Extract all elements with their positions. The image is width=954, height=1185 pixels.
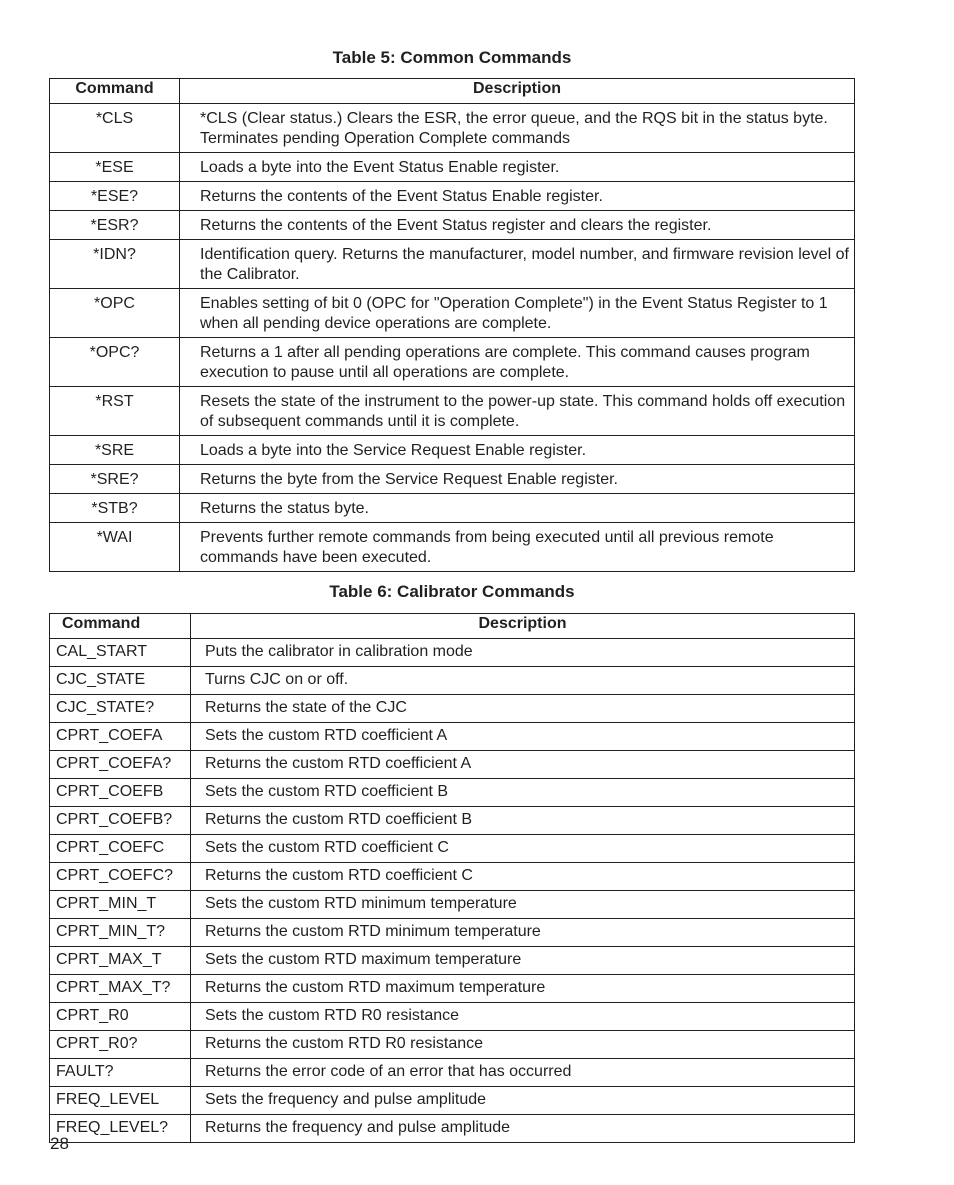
command-cell: CAL_START — [50, 639, 191, 667]
description-cell: Sets the custom RTD R0 resistance — [191, 1003, 855, 1031]
command-cell: *STB? — [50, 494, 180, 523]
command-cell: CJC_STATE? — [50, 695, 191, 723]
description-cell: Sets the custom RTD maximum temperature — [191, 947, 855, 975]
command-cell: CPRT_COEFA? — [50, 751, 191, 779]
description-cell: Sets the custom RTD coefficient C — [191, 835, 855, 863]
description-cell: Returns the custom RTD maximum temperature — [191, 975, 855, 1003]
command-cell: *OPC — [50, 289, 180, 338]
description-cell: Enables setting of bit 0 (OPC for "Operation Complete") in the Event Status Register to 1 when all pending device operations are complete. — [180, 289, 855, 338]
command-cell: *CLS — [50, 104, 180, 153]
description-cell: Returns the custom RTD coefficient B — [191, 807, 855, 835]
table-row — [50, 639, 855, 667]
table-row — [50, 807, 855, 835]
table-row — [50, 1087, 855, 1115]
command-cell: CPRT_R0 — [50, 1003, 191, 1031]
command-column-header: Command — [50, 79, 180, 104]
table-row — [50, 975, 855, 1003]
description-cell: *CLS (Clear status.) Clears the ESR, the error queue, and the RQS bit in the status byte. Terminates pending Operation Complete commands — [180, 104, 855, 153]
command-cell: CPRT_COEFC? — [50, 863, 191, 891]
common-commands-table — [49, 78, 855, 572]
command-cell: CPRT_MIN_T — [50, 891, 191, 919]
table-row — [50, 1031, 855, 1059]
description-cell: Returns the error code of an error that has occurred — [191, 1059, 855, 1087]
description-cell: Sets the custom RTD coefficient A — [191, 723, 855, 751]
command-cell: *ESE — [50, 153, 180, 182]
description-cell: Returns the status byte. — [180, 494, 855, 523]
command-cell: CJC_STATE — [50, 667, 191, 695]
table-row — [50, 1059, 855, 1087]
description-cell: Returns the custom RTD coefficient C — [191, 863, 855, 891]
command-cell: *WAI — [50, 523, 180, 572]
table-row — [50, 436, 855, 465]
command-cell: CPRT_COEFB — [50, 779, 191, 807]
command-cell: *IDN? — [50, 240, 180, 289]
table-header-row — [50, 79, 855, 104]
table-row — [50, 1115, 855, 1143]
command-cell: FREQ_LEVEL? — [50, 1115, 191, 1143]
description-cell: Sets the frequency and pulse amplitude — [191, 1087, 855, 1115]
command-cell: *OPC? — [50, 338, 180, 387]
table-row — [50, 723, 855, 751]
table5-title: Table 5: Common Commands — [332, 48, 572, 67]
table-row — [50, 240, 855, 289]
table-row — [50, 153, 855, 182]
command-cell: *SRE? — [50, 465, 180, 494]
table-row — [50, 919, 855, 947]
table-row — [50, 104, 855, 153]
description-cell: Returns the frequency and pulse amplitude — [191, 1115, 855, 1143]
description-cell: Identification query. Returns the manufacturer, model number, and firmware revision level of the Calibrator. — [180, 240, 855, 289]
command-cell: *RST — [50, 387, 180, 436]
description-column-header: Description — [180, 79, 855, 104]
command-cell: FREQ_LEVEL — [50, 1087, 191, 1115]
command-column-header: Command — [50, 614, 191, 639]
description-cell: Puts the calibrator in calibration mode — [191, 639, 855, 667]
command-cell: CPRT_COEFB? — [50, 807, 191, 835]
table-row — [50, 947, 855, 975]
command-cell: CPRT_COEFA — [50, 723, 191, 751]
table-row — [50, 494, 855, 523]
table-row — [50, 289, 855, 338]
table6-title: Table 6: Calibrator Commands — [329, 582, 575, 601]
description-cell: Turns CJC on or off. — [191, 667, 855, 695]
table-row — [50, 751, 855, 779]
description-cell: Returns a 1 after all pending operations are complete. This command causes program execution to pause until all operations are complete. — [180, 338, 855, 387]
description-cell: Returns the contents of the Event Status Enable register. — [180, 182, 855, 211]
table-row — [50, 779, 855, 807]
description-cell: Returns the custom RTD minimum temperature — [191, 919, 855, 947]
table-row — [50, 523, 855, 572]
description-cell: Returns the contents of the Event Status register and clears the register. — [180, 211, 855, 240]
description-cell: Returns the byte from the Service Request Enable register. — [180, 465, 855, 494]
description-column-header: Description — [191, 614, 855, 639]
table-row — [50, 1003, 855, 1031]
table-row — [50, 891, 855, 919]
table-row — [50, 695, 855, 723]
command-cell: CPRT_MAX_T? — [50, 975, 191, 1003]
description-cell: Sets the custom RTD coefficient B — [191, 779, 855, 807]
command-cell: FAULT? — [50, 1059, 191, 1087]
calibrator-commands-table — [49, 613, 855, 1143]
description-cell: Prevents further remote commands from being executed until all previous remote commands have been executed. — [180, 523, 855, 572]
table-row — [50, 835, 855, 863]
command-cell: *ESR? — [50, 211, 180, 240]
description-cell: Resets the state of the instrument to the power-up state. This command holds off execution of subsequent commands until it is complete. — [180, 387, 855, 436]
table-row — [50, 338, 855, 387]
table-header-row — [50, 614, 855, 639]
table-row — [50, 387, 855, 436]
command-cell: *SRE — [50, 436, 180, 465]
command-cell: CPRT_R0? — [50, 1031, 191, 1059]
table-row — [50, 863, 855, 891]
command-cell: CPRT_MIN_T? — [50, 919, 191, 947]
description-cell: Loads a byte into the Event Status Enable register. — [180, 153, 855, 182]
table-row — [50, 667, 855, 695]
description-cell: Loads a byte into the Service Request Enable register. — [180, 436, 855, 465]
table-row — [50, 211, 855, 240]
table-row — [50, 465, 855, 494]
page-number: 28 — [50, 1134, 69, 1153]
table-row — [50, 182, 855, 211]
description-cell: Sets the custom RTD minimum temperature — [191, 891, 855, 919]
command-cell: *ESE? — [50, 182, 180, 211]
command-cell: CPRT_COEFC — [50, 835, 191, 863]
description-cell: Returns the custom RTD coefficient A — [191, 751, 855, 779]
command-cell: CPRT_MAX_T — [50, 947, 191, 975]
description-cell: Returns the state of the CJC — [191, 695, 855, 723]
description-cell: Returns the custom RTD R0 resistance — [191, 1031, 855, 1059]
